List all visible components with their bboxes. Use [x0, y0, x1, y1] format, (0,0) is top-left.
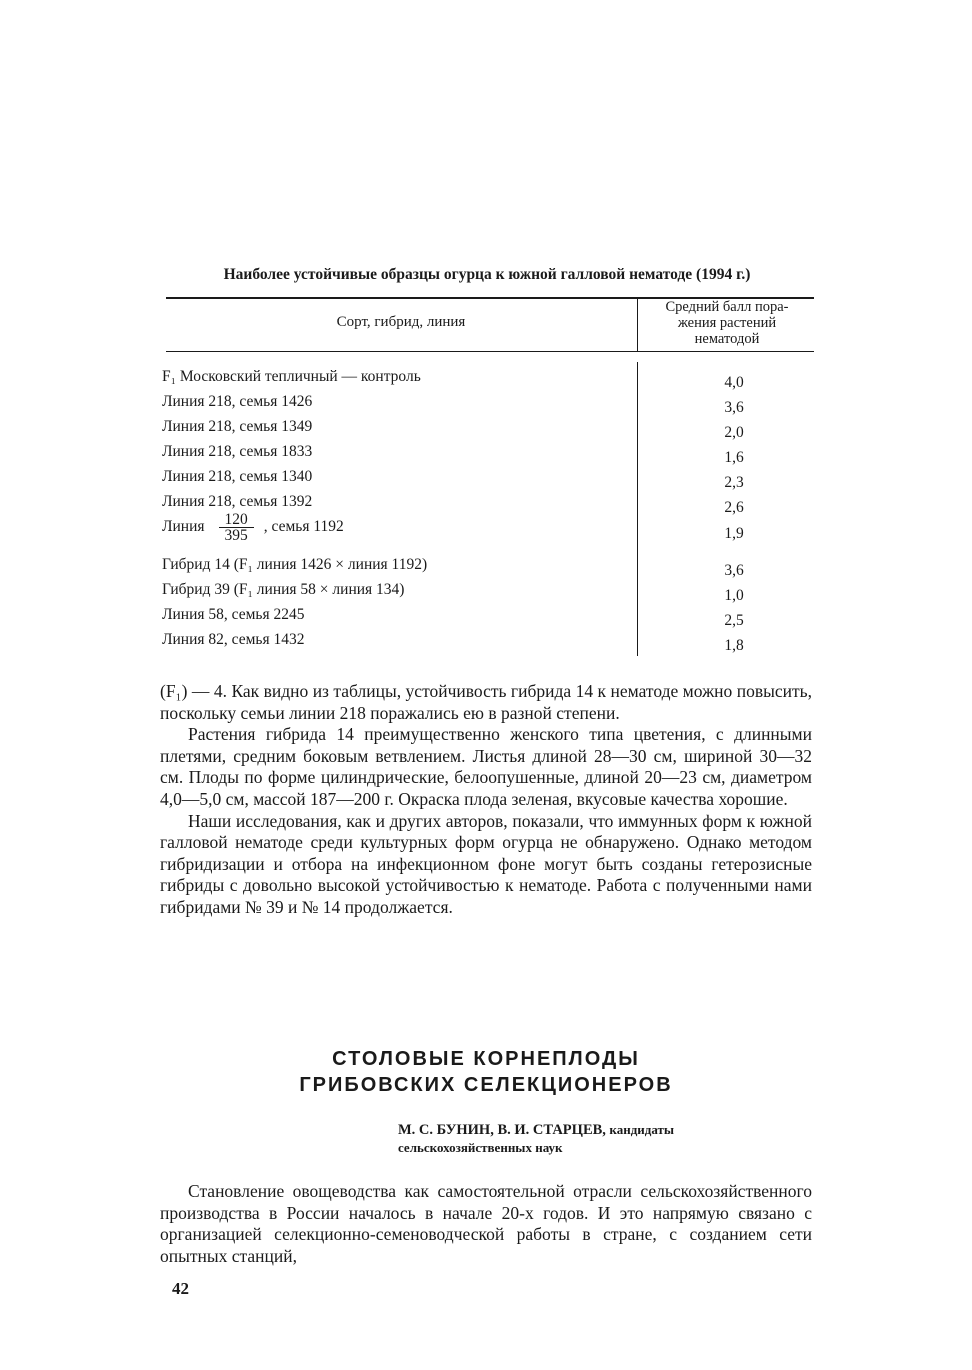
row-name: Линия 218, семья 1340 [162, 468, 313, 485]
row-value: 2,5 [724, 612, 744, 629]
row-name: Линия 82, семья 1432 [162, 631, 305, 648]
paragraph: Растения гибрида 14 преимущественно женского типа цветения, с длинными плетями, средним боковым ветвлением. Листья длиной 28—30 см, шириной 30—32 см. Плоды по форме цилиндрические, белоопушенные, длиной 20—23 см, диаметром 4,0—5,0 см, массой 187—200 г. Окраска плода зеленая, вкусовые качества хорошие. [160, 724, 812, 809]
row-value: 2,0 [724, 424, 744, 441]
row-value: 1,6 [724, 449, 744, 466]
author-names: М. С. БУНИН, В. И. СТАРЦЕВ, [398, 1122, 606, 1138]
row-value: 4,0 [724, 374, 744, 391]
row-value: 3,6 [724, 562, 744, 579]
fraction-denominator: 395 [224, 527, 248, 544]
table-header-variety: Сорт, гибрид, линия [336, 314, 466, 330]
row-name: Гибрид 39 (F₁ линия 58 × линия 134) [162, 581, 405, 598]
row-name: Линия 218, семья 1426 [162, 393, 313, 410]
row-name: F₁ Московский тепличный — контроль [162, 368, 421, 385]
table-row [162, 581, 814, 605]
row-value: 3,6 [724, 399, 744, 416]
row-name [162, 512, 344, 543]
table-header-rule [166, 351, 814, 352]
table-row [162, 606, 814, 630]
paragraph: Становление овощеводства как самостоятельной отрасли сельскохозяйственного производства в России началось в начале 20-х годов. И это напрямую связано с организацией селекционно-семеноводческой работы в стране, с созданием сети опытных станций, [160, 1181, 812, 1266]
row-name: Линия 218, семья 1392 [162, 493, 313, 510]
row-value: 1,8 [724, 637, 744, 654]
paragraph: (F₁) — 4. Как видно из таблицы, устойчивость гибрида 14 к нематоде можно повысить, поскольку семьи линии 218 поражались ею в разной степени. [160, 681, 812, 723]
row-name-suffix: , семья 1192 [263, 518, 344, 536]
table-row [162, 443, 814, 467]
table-header-score-line: жения растений [677, 315, 777, 331]
row-name: Линия 218, семья 1833 [162, 443, 313, 460]
table-header-score-line: нематодой [694, 331, 760, 347]
article-title [160, 1046, 812, 1098]
page-number: 42 [172, 1279, 189, 1298]
table-header-divider [637, 299, 638, 351]
author-degree-field: сельскохозяйственных наук [398, 1140, 563, 1155]
line-fraction [219, 512, 254, 543]
row-value: 1,9 [724, 525, 744, 542]
row-name-prefix: Линия [162, 518, 205, 536]
table-row [162, 631, 814, 655]
table-header-score-line: Средний балл пора- [665, 299, 789, 315]
row-name: Линия 58, семья 2245 [162, 606, 305, 623]
row-value: 2,3 [724, 474, 744, 491]
article-authors [398, 1121, 818, 1156]
row-value: 2,6 [724, 499, 744, 516]
paragraph: Наши исследования, как и других авторов, показали, что иммунных форм к южной галловой нематоде среди культурных форм огурца не обнаружено. Однако методом гибридизации и отбора на инфекционном фоне могут быть созданы гетерозисные гибриды с довольно высокой устойчивостью к нематоде. Работа с полученными нами гибридами № 39 и № 14 продолжается. [160, 810, 812, 917]
table-row [162, 418, 814, 442]
article-title-line: ГРИБОВСКИХ СЕЛЕКЦИОНЕРОВ [299, 1074, 673, 1096]
table-row [162, 556, 814, 580]
table-row [162, 512, 814, 552]
row-name: Гибрид 14 (F₁ линия 1426 × линия 1192) [162, 556, 428, 573]
article-title-line: СТОЛОВЫЕ КОРНЕПЛОДЫ [332, 1048, 640, 1070]
article-intro [160, 1181, 812, 1267]
table-header-score [640, 299, 814, 347]
table-caption: Наиболее устойчивые образцы огурца к южной галловой нематоде (1994 г.) [223, 266, 751, 283]
body-text [160, 681, 812, 919]
row-name: Линия 218, семья 1349 [162, 418, 313, 435]
table-row [162, 468, 814, 492]
fraction-numerator: 120 [219, 512, 254, 528]
author-degree: кандидаты [609, 1122, 675, 1137]
row-value: 1,0 [724, 587, 744, 604]
table-row [162, 393, 814, 417]
table-row [162, 368, 814, 392]
